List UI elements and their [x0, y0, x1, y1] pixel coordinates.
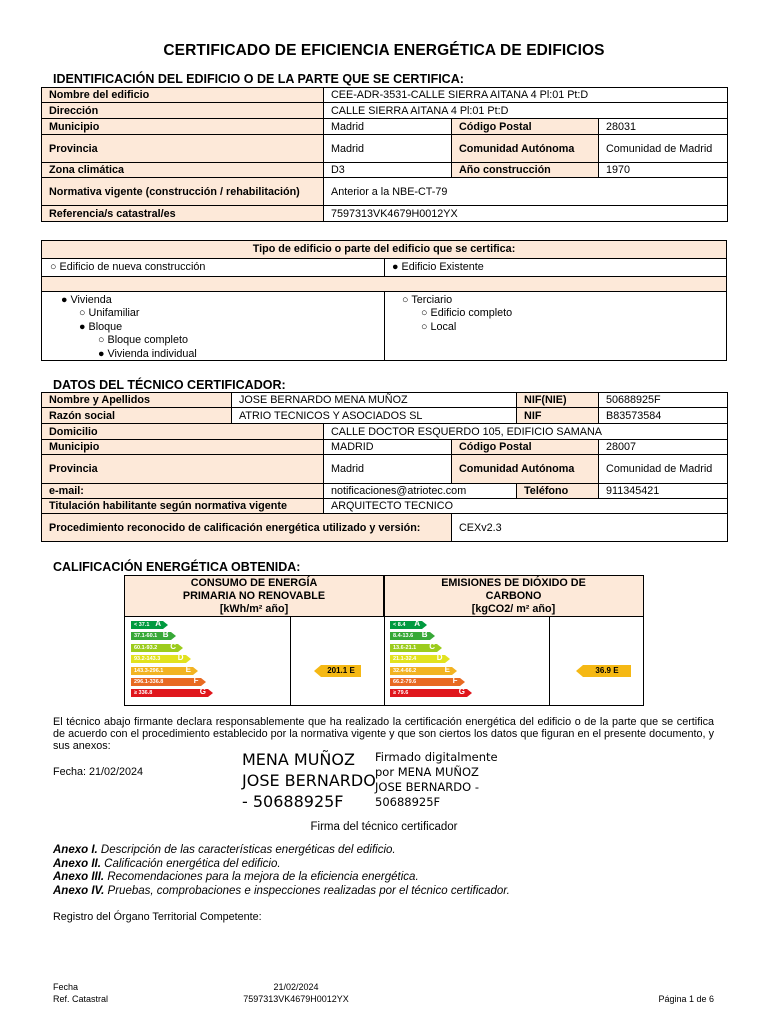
consumption-band-range: ≥ 336.8 [134, 690, 153, 697]
tech-municipality-value: MADRID [324, 440, 452, 455]
company-value: ATRIO TECNICOS Y ASOCIADOS SL [232, 408, 517, 424]
consumption-band-letter: C [170, 641, 176, 651]
option-new-construction: ○ Edificio de nueva construcción [50, 261, 206, 273]
consumption-band-range: 37.1-60.1 [134, 633, 158, 640]
municipality-label: Municipio [42, 119, 324, 135]
postal-code-label: Código Postal [452, 119, 599, 135]
document-title: CERTIFICADO DE EFICIENCIA ENERGÉTICA DE EDIFICIOS [163, 42, 605, 59]
signature-name-line1: MENA MUÑOZ [242, 750, 355, 769]
emissions-band-g [390, 689, 467, 697]
tech-postal-code-label: Código Postal [452, 440, 599, 455]
footer-date-label: Fecha [53, 982, 79, 992]
option-local: ○ Local [421, 321, 457, 333]
consumption-band-b [131, 632, 171, 640]
climate-zone-label: Zona climática [42, 163, 324, 178]
construction-year-value: 1970 [599, 163, 728, 178]
consumption-band-letter: D [177, 653, 184, 663]
building-name-value: CEE-ADR-3531-CALLE SIERRA AITANA 4 Pl:01 Pt:D [324, 88, 728, 103]
building-type-box [41, 240, 727, 361]
option-terciario: ○ Terciario [402, 294, 453, 306]
signature-name [242, 749, 376, 812]
building-name-label: Nombre del edificio [42, 88, 324, 103]
email-label: e-mail: [42, 484, 324, 499]
procedure-value: CEXv2.3 [452, 514, 728, 542]
annex-tag: Anexo I. [53, 844, 98, 856]
phone-value: 911345421 [599, 484, 728, 499]
emissions-header [384, 576, 643, 617]
emissions-band-f [390, 678, 460, 686]
digital-signature-line3: JOSE BERNARDO - [375, 780, 479, 794]
consumption-band-letter: A [155, 619, 161, 628]
consumption-band-letter: E [185, 664, 191, 674]
technician-name-value: JOSE BERNARDO MENA MUÑOZ [232, 393, 517, 408]
email-value: notificaciones@atriotec.com [324, 484, 517, 499]
emissions-title-line3: [kgCO2/ m² año] [471, 603, 556, 615]
emissions-title-line1: EMISIONES DE DIÓXIDO DE [441, 577, 586, 589]
identification-heading: IDENTIFICACIÓN DEL EDIFICIO O DE LA PARTE QUE SE CERTIFICA: [53, 72, 464, 86]
cadastral-reference-value: 7597313VK4679H0012YX [324, 206, 728, 222]
technician-name-label: Nombre y Apellidos [42, 393, 232, 408]
technician-table [41, 392, 728, 542]
emissions-result-arrow: 36.9 E [583, 665, 631, 677]
digital-signature-line2: por MENA MUÑOZ [375, 765, 479, 779]
annex-item [53, 858, 510, 872]
tech-province-label: Provincia [42, 455, 324, 484]
digital-signature-line4: 50688925F [375, 795, 441, 809]
consumption-band-a [131, 621, 163, 629]
emissions-band-range: 32.4-66.2 [393, 667, 417, 674]
nif-label: NIF [517, 408, 599, 424]
signature-label: Firma del técnico certificador [310, 821, 458, 833]
annex-item [53, 885, 510, 899]
consumption-band-range: 296.1-336.8 [134, 679, 164, 685]
consumption-result-arrow: 201.1 E [321, 665, 361, 677]
consumption-band-range: 93.2-143.3 [134, 656, 161, 663]
autonomous-community-label: Comunidad Autónoma [452, 135, 599, 163]
footer-ref-label: Ref. Catastral [53, 994, 109, 1004]
address-value: CALLE SIERRA AITANA 4 Pl:01 Pt:D [324, 103, 728, 119]
province-label: Provincia [42, 135, 324, 163]
consumption-band-range: < 37.1 [134, 622, 150, 628]
emissions-band-letter: C [429, 641, 435, 651]
qualification-label: Titulación habilitante según normativa vigente [42, 499, 324, 514]
nifnie-label: NIF(NIE) [517, 393, 599, 408]
domicile-value: CALLE DOCTOR ESQUERDO 105, EDIFICIO SAMANA [324, 424, 728, 440]
emissions-band-range: 8.4-13.6 [393, 633, 414, 640]
emissions-band-letter: G [458, 687, 465, 697]
declaration-text: El técnico abajo firmante declara responsablemente que ha realizado la certificación energética del edificio o de la parte que se certifica de acuerdo con el procedimiento establecido por la normativa vigente y que son ciertos los datos que figuran en el presente documento, y sus anexos: [53, 716, 714, 752]
annex-text: Descripción de las características energéticas del edificio. [97, 844, 396, 856]
digital-signature-line1: Firmado digitalmente [375, 750, 498, 764]
consumption-band-f [131, 678, 201, 686]
consumption-header [125, 576, 384, 617]
signature-name-line2: JOSE BERNARDO [242, 771, 376, 790]
annex-tag: Anexo IV. [53, 884, 105, 897]
consumption-band-letter: B [162, 630, 169, 640]
phone-label: Teléfono [517, 484, 599, 499]
emissions-band-range: 66.2-79.6 [393, 679, 417, 685]
annex-tag: Anexo II. [53, 857, 101, 870]
autonomous-community-value: Comunidad de Madrid [599, 135, 728, 163]
emissions-title-line2: CARBONO [485, 590, 542, 602]
option-existing-building: ● Edificio Existente [392, 261, 484, 273]
emissions-band-a [390, 621, 422, 629]
registry-text: Registro del Órgano Territorial Competente: [53, 911, 262, 923]
option-bloque-completo: ○ Bloque completo [98, 334, 188, 346]
construction-year-label: Año construcción [452, 163, 599, 178]
identification-table [41, 87, 728, 222]
consumption-band-c [131, 641, 178, 652]
footer-ref-value: 7597313VK4679H0012YX [243, 994, 349, 1004]
postal-code-value: 28031 [599, 119, 728, 135]
consumption-band-g [131, 689, 208, 697]
option-vivienda: ● Vivienda [61, 294, 112, 306]
page-number: Página 1 de 6 [658, 994, 714, 1004]
company-label: Razón social [42, 408, 232, 424]
tech-province-value: Madrid [324, 455, 452, 484]
rating-heading: CALIFICACIÓN ENERGÉTICA OBTENIDA: [53, 560, 301, 574]
energy-rating-box [124, 575, 644, 706]
building-type-heading: Tipo de edificio o parte del edificio que se certifica: [42, 241, 726, 259]
option-bloque: ● Bloque [79, 321, 123, 333]
cadastral-reference-label: Referencia/s catastral/es [42, 206, 324, 222]
emissions-band-range: 21.1-32.4 [393, 656, 417, 663]
annex-item [53, 871, 510, 885]
nifnie-value: 50688925F [599, 393, 728, 408]
tech-community-value: Comunidad de Madrid [599, 455, 728, 484]
emissions-band-letter: D [436, 653, 443, 663]
consumption-band-letter: G [199, 687, 206, 697]
tech-postal-code-value: 28007 [599, 440, 728, 455]
procedure-label: Procedimiento reconocido de calificación energética utilizado y versión: [42, 514, 452, 542]
consumption-title-line1: CONSUMO DE ENERGÍA [190, 577, 318, 589]
regulation-value: Anterior a la NBE-CT-79 [324, 178, 728, 206]
consumption-scale-divider [290, 617, 291, 705]
option-vivienda-individual: ● Vivienda individual [98, 348, 197, 360]
footer-date-value: 21/02/2024 [273, 982, 319, 992]
building-type-separator [42, 277, 726, 292]
emissions-band-b [390, 632, 430, 640]
consumption-band-letter: F [193, 676, 199, 685]
annex-tag: Anexo III. [53, 871, 105, 883]
qualification-value: ARQUITECTO TECNICO [324, 499, 728, 514]
consumption-band-range: 143.3-296.1 [134, 667, 164, 674]
emissions-band-c [390, 641, 437, 652]
option-edificio-completo: ○ Edificio completo [421, 307, 513, 319]
emissions-band-range: ≥ 79.6 [393, 690, 409, 697]
consumption-band-e [131, 664, 193, 675]
annex-text: Recomendaciones para la mejora de la eficiencia energética. [104, 871, 419, 883]
row-divider [384, 259, 385, 277]
footer-values [234, 981, 358, 1005]
tech-community-label: Comunidad Autónoma [452, 455, 599, 484]
emissions-band-letter: A [414, 619, 420, 628]
declaration-date: Fecha: 21/02/2024 [53, 766, 144, 778]
emissions-band-range: < 8.4 [393, 622, 406, 628]
consumption-band-d [131, 655, 186, 663]
nif-value: B83573584 [599, 408, 728, 424]
address-label: Dirección [42, 103, 324, 119]
rating-center-divider [384, 576, 385, 705]
emissions-band-letter: F [452, 676, 458, 685]
domicile-label: Domicilio [42, 424, 324, 440]
annex-text: Pruebas, comprobaciones e inspecciones realizadas por el técnico certificador. [104, 884, 510, 897]
signature-name-line3: - 50688925F [242, 792, 344, 811]
annex-list [53, 844, 510, 898]
digital-signature-note [375, 750, 498, 810]
technician-heading: DATOS DEL TÉCNICO CERTIFICADOR: [53, 378, 286, 392]
tech-municipality-label: Municipio [42, 440, 324, 455]
annex-item [53, 844, 510, 858]
emissions-band-letter: B [421, 630, 428, 640]
emissions-band-d [390, 655, 445, 663]
consumption-title-line2: PRIMARIA NO RENOVABLE [182, 590, 326, 602]
column-divider [384, 292, 385, 361]
footer-labels [53, 981, 108, 1005]
emissions-band-e [390, 664, 452, 675]
emissions-scale-divider [549, 617, 550, 705]
consumption-title-line3: [kWh/m² año] [219, 603, 289, 615]
emissions-band-range: 13.6-21.1 [393, 644, 417, 651]
annex-text: Calificación energética del edificio. [100, 857, 281, 870]
municipality-value: Madrid [324, 119, 452, 135]
option-unifamiliar: ○ Unifamiliar [79, 307, 140, 319]
regulation-label: Normativa vigente (construcción / rehabilitación) [42, 178, 324, 206]
province-value: Madrid [324, 135, 452, 163]
emissions-band-letter: E [444, 664, 450, 674]
consumption-band-range: 60.1-93.2 [134, 644, 158, 651]
climate-zone-value: D3 [324, 163, 452, 178]
